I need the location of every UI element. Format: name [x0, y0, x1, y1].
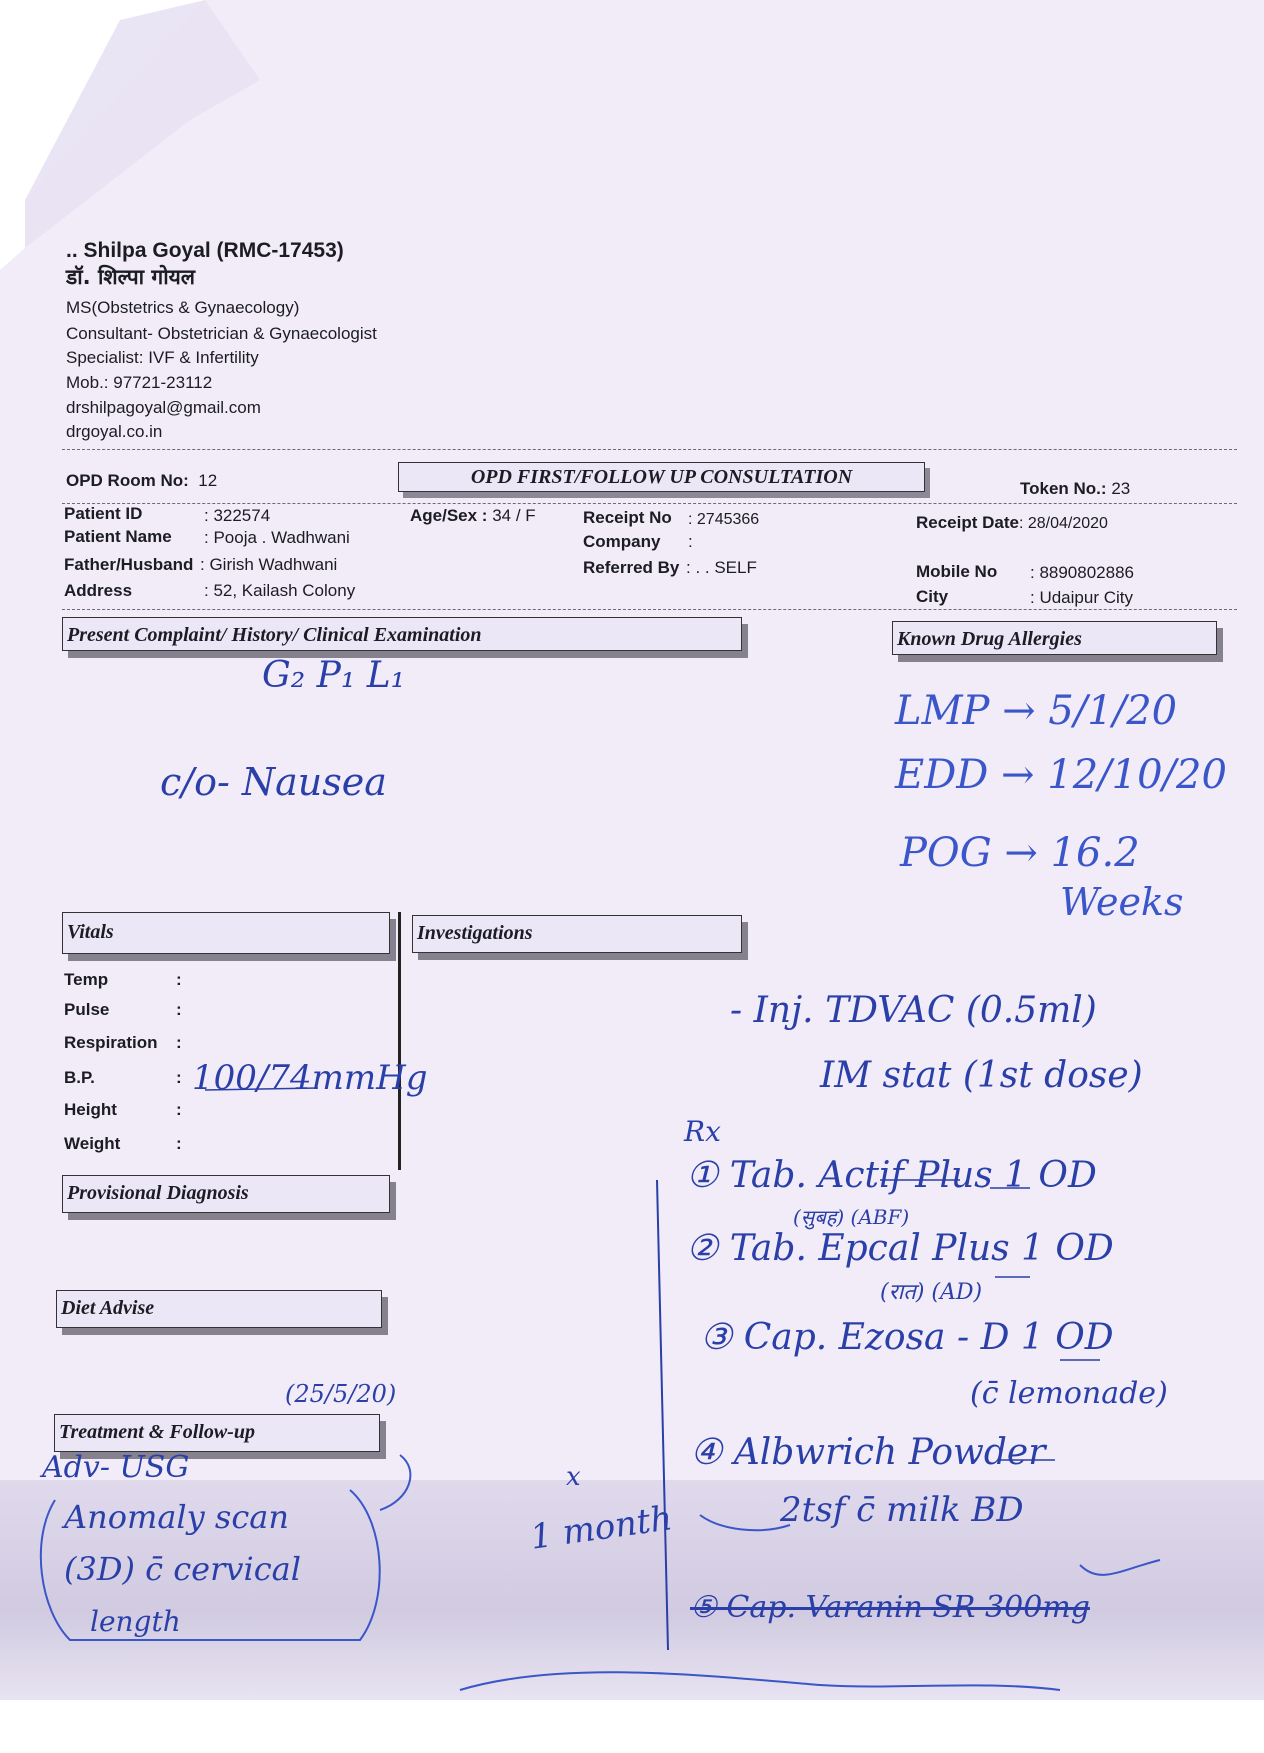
- vital-bp-value: 100/74mmHg: [192, 1058, 428, 1098]
- hw-med3-note: (c̄ lemonade): [970, 1376, 1168, 1411]
- city-label: City: [916, 587, 949, 606]
- patient-id: : 322574: [204, 506, 271, 525]
- company-label: Company: [583, 532, 661, 551]
- receipt-number: : 2745366: [688, 511, 760, 528]
- hw-gravida-para: G₂ P₁ L₁: [262, 655, 406, 696]
- vital-sep: :: [176, 1134, 182, 1153]
- mobile-label: Mobile No: [916, 562, 998, 581]
- vitals-section-title: Vitals: [62, 912, 390, 954]
- vital-sep: :: [176, 1068, 182, 1087]
- patient-name-label: Patient Name: [64, 527, 172, 546]
- hw-injection: - Inj. TDVAC (0.5ml): [730, 990, 1097, 1031]
- hw-advice-3: (3D) c̄ cervical: [64, 1550, 301, 1588]
- complaint-section-title: Present Complaint/ History/ Clinical Examination: [62, 617, 742, 651]
- hw-edd: EDD → 12/10/20: [895, 752, 1227, 798]
- city-value: : Udaipur City: [1030, 588, 1133, 607]
- vital-pulse-label: Pulse: [64, 1000, 110, 1019]
- vital-weight-label: Weight: [64, 1134, 121, 1153]
- hw-med4: ④ Albwrich Powder: [690, 1432, 1046, 1473]
- investigations-section-title: Investigations: [412, 915, 742, 953]
- hw-med2: ② Tab. Epcal Plus 1 OD: [686, 1228, 1114, 1269]
- doctor-specialist: Specialist: IVF & Infertility: [66, 348, 259, 367]
- father-name: : Girish Wadhwani: [200, 555, 338, 574]
- doctor-qualification: MS(Obstetrics & Gynaecology): [66, 298, 300, 317]
- diagnosis-section-title: Provisional Diagnosis: [62, 1175, 390, 1213]
- hw-med3: ③ Cap. Ezosa - D 1 OD: [700, 1317, 1114, 1358]
- receipt-label: Receipt No: [583, 508, 672, 527]
- doctor-email: drshilpagoyal@gmail.com: [66, 398, 261, 417]
- hw-advice-2: Anomaly scan: [64, 1498, 289, 1536]
- doctor-mobile: Mob.: 97721-23112: [66, 373, 213, 392]
- hw-med4-dose: 2tsf c̄ milk BD: [780, 1490, 1024, 1530]
- company-value: :: [688, 532, 693, 551]
- age-sex: Age/Sex : 34 / F: [410, 506, 536, 525]
- address-value: : 52, Kailash Colony: [204, 581, 356, 600]
- allergies-section-title: Known Drug Allergies: [892, 621, 1217, 655]
- referred-label: Referred By: [583, 558, 680, 577]
- hw-rx: Rx: [684, 1115, 721, 1148]
- receipt-date: Receipt Date: 28/04/2020: [916, 513, 1108, 532]
- doctor-website: drgoyal.co.in: [66, 422, 163, 441]
- hw-advice-4: length: [90, 1605, 181, 1638]
- vital-height-label: Height: [64, 1100, 117, 1119]
- opd-room: OPD Room No: 12: [66, 471, 218, 490]
- diet-section-title: Diet Advise: [56, 1290, 382, 1328]
- hw-pog: POG → 16.2: [900, 830, 1140, 876]
- hw-complaint: c/o- Nausea: [160, 760, 387, 804]
- vital-sep: :: [176, 970, 182, 989]
- address-label: Address: [64, 581, 133, 600]
- hw-lmp: LMP → 5/1/20: [895, 688, 1178, 734]
- doctor-designation: Consultant- Obstetrician & Gynaecologist: [66, 324, 377, 343]
- hw-med1-note: (सुबह) (ABF): [793, 1205, 910, 1229]
- mobile-value: : 8890802886: [1030, 563, 1134, 582]
- referred-value: : . . SELF: [686, 558, 757, 577]
- vital-sep: :: [176, 1033, 182, 1052]
- patient-id-label: Patient ID: [64, 504, 143, 523]
- hw-one-month: 1 month: [527, 1498, 675, 1558]
- hw-followup-date: (25/5/20): [285, 1380, 397, 1408]
- form-title: OPD FIRST/FOLLOW UP CONSULTATION: [398, 462, 925, 492]
- vital-temp-label: Temp: [64, 970, 109, 989]
- doctor-name-hindi: डॉ. शिल्पा गोयल: [66, 265, 196, 289]
- hw-injection-route: IM stat (1st dose): [820, 1055, 1143, 1096]
- vital-sep: :: [176, 1100, 182, 1119]
- hw-advice-1: Adv- USG: [42, 1450, 190, 1485]
- father-label: Father/Husband: [64, 555, 194, 574]
- hw-med1: ① Tab. Actif Plus 1 OD: [686, 1155, 1097, 1196]
- vital-bp-label: B.P.: [64, 1068, 95, 1087]
- treatment-section-title: Treatment & Follow-up: [54, 1414, 380, 1452]
- vital-respiration-label: Respiration: [64, 1033, 158, 1052]
- patient-name: : Pooja . Wadhwani: [204, 528, 350, 547]
- token-number: Token No.: 23: [1020, 479, 1131, 498]
- hw-med5-struck: ⑤ Cap. Varanin SR 300mg: [690, 1590, 1090, 1625]
- hw-weeks: Weeks: [1060, 880, 1184, 924]
- hw-cross-mark: x: [566, 1462, 581, 1492]
- hw-med2-note: (रात) (AD): [880, 1280, 983, 1305]
- vital-sep: :: [176, 1000, 182, 1019]
- doctor-name: .. Shilpa Goyal (RMC-17453): [66, 239, 344, 262]
